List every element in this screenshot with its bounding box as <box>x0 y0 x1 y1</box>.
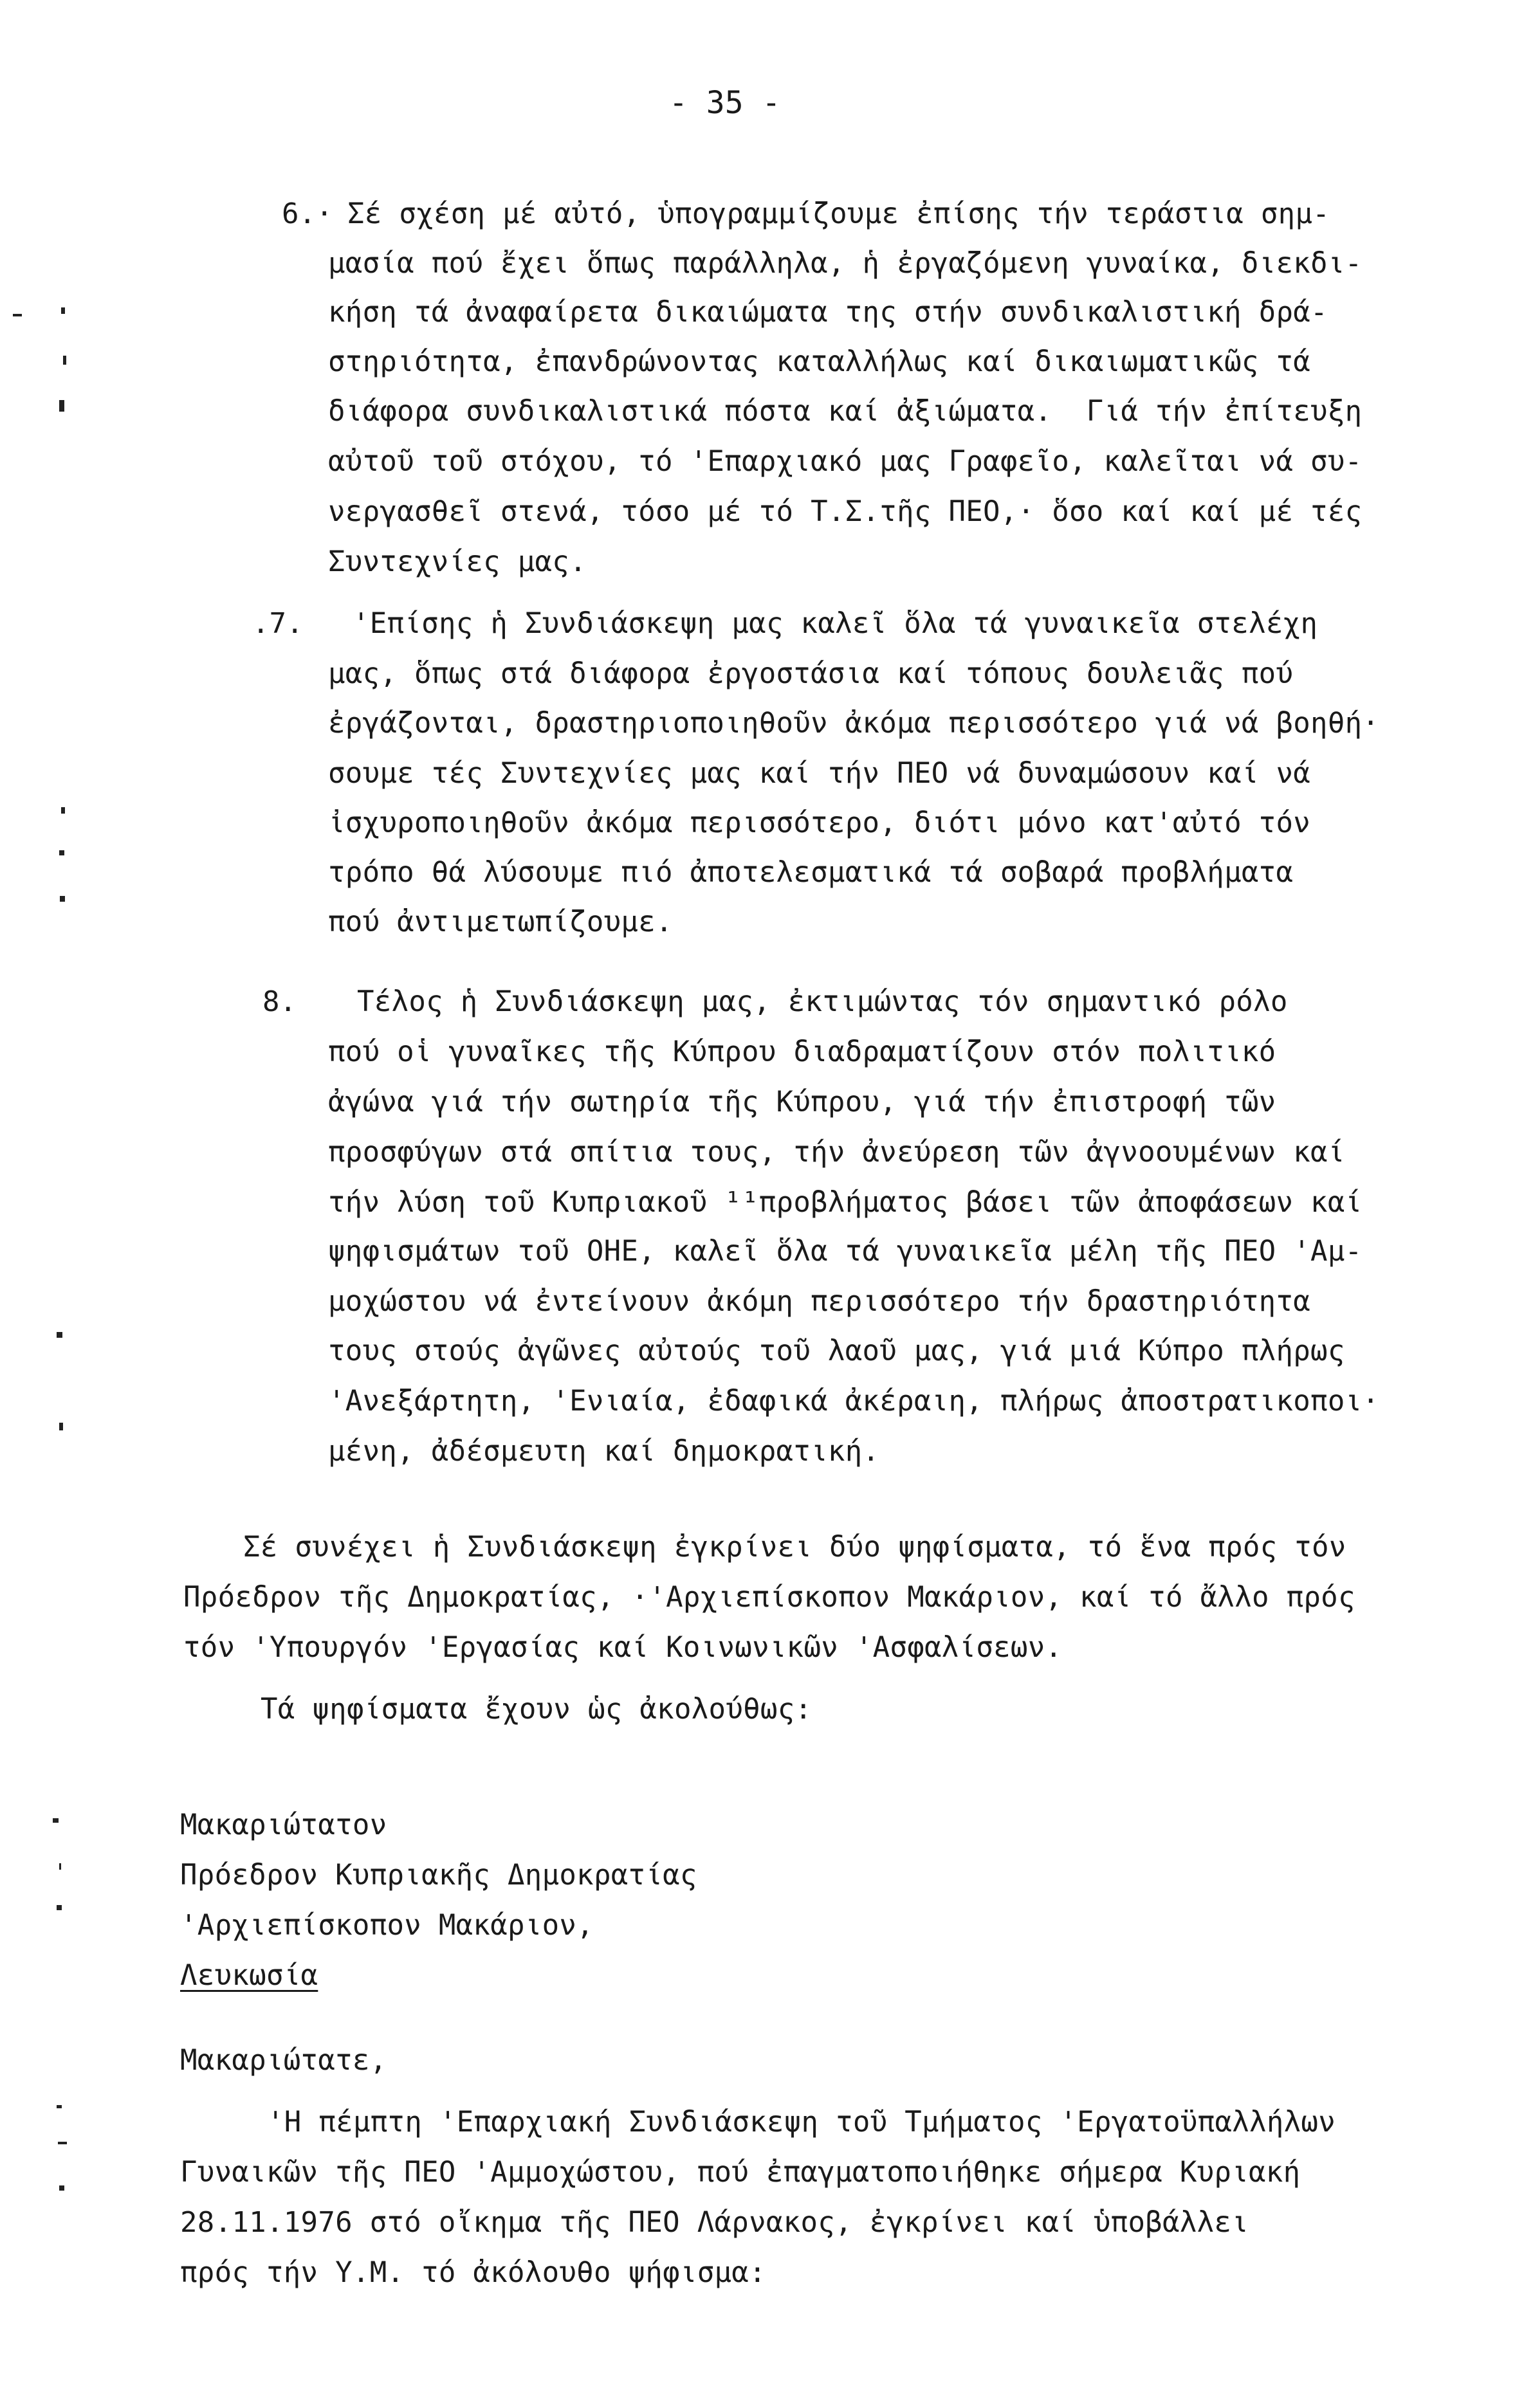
text-line: ἀγώνα γιά τήν σωτηρία τῆς Κύπρου, γιά τήν ἐπιστροφή τῶν <box>328 1086 1276 1118</box>
margin-mark <box>59 400 64 412</box>
margin-mark <box>60 896 65 902</box>
address-line: Μακαριώτατον <box>180 1809 387 1841</box>
margin-mark <box>59 1423 63 1430</box>
page-number: - 35 - <box>669 85 781 121</box>
text-line: μας, ὅπως στά διάφορα ἐργοστάσια καί τόπους δουλειᾶς πού <box>328 657 1294 690</box>
margin-mark <box>53 1818 59 1823</box>
text-line: προσφύγων στά σπίτια τους, τήν ἀνεύρεση τῶν ἀγνοουμένων καί <box>328 1136 1345 1169</box>
margin-mark <box>59 1863 61 1870</box>
text-line: Σέ συνέχει ἡ Συνδιάσκεψη ἐγκρίνει δύο ψηφίσματα, τό ἕνα πρός τόν <box>243 1531 1346 1564</box>
text-line: 28.11.1976 στό οἴκημα τῆς ΠΕΟ Λάρνακος, ἐγκρίνει καί ὑποβάλλει <box>180 2206 1249 2239</box>
margin-mark <box>57 2105 62 2108</box>
margin-mark <box>59 850 64 855</box>
text-line: στηριότητα, ἐπανδρώνοντας καταλλήλως καί δικαιωματικῶς τά <box>328 345 1311 378</box>
margin-mark <box>59 2185 64 2191</box>
margin-mark <box>58 2142 67 2144</box>
item-number: 6.· <box>282 197 333 230</box>
text-line: πού οἱ γυναῖκες τῆς Κύπρου διαδραματίζουν στόν πολιτικό <box>328 1035 1276 1068</box>
address-line: Πρόεδρον Κυπριακῆς Δημοκρατίας <box>180 1859 697 1892</box>
margin-mark <box>57 1332 62 1338</box>
margin-mark <box>61 807 65 814</box>
text-line: Τέλος ἡ Συνδιάσκεψη μας, ἐκτιμώντας τόν σημαντικό ρόλο <box>357 985 1288 1018</box>
text-line: σουμε τές Συντεχνίες μας καί τήν ΠΕΟ νά δυναμώσουν καί νά <box>328 757 1311 790</box>
text-line: τόν 'Υπουργόν 'Εργασίας καί Κοινωνικῶν 'Ασφαλίσεων. <box>183 1631 1063 1664</box>
text-line: ἐργάζονται, δραστηριοποιηθοῦν ἀκόμα περισσότερο γιά νά βοηθή· <box>328 707 1380 740</box>
text-line: μοχώστου νά ἐντείνουν ἀκόμη περισσότερο τήν δραστηριότητα <box>328 1285 1311 1318</box>
text-line: Συντεχνίες μας. <box>328 545 587 578</box>
text-line: κήση τά ἀναφαίρετα δικαιώματα της στήν συνδικαλιστική δρά- <box>328 296 1328 329</box>
margin-mark <box>61 307 65 314</box>
text-line: Σέ σχέση μέ αὐτό, ὑπογραμμίζουμε ἐπίσης τήν τεράστια σημ- <box>347 197 1330 230</box>
text-line: Γυναικῶν τῆς ΠΕΟ 'Αμμοχώστου, πού ἐπαγματοποιήθηκε σήμερα Κυριακή <box>180 2156 1301 2189</box>
text-line: 'Επίσης ἡ Συνδιάσκεψη μας καλεῖ ὅλα τά γυναικεῖα στελέχη <box>353 607 1318 640</box>
text-line: αὐτοῦ τοῦ στόχου, τό 'Επαρχιακό μας Γραφεῖο, καλεῖται νά συ- <box>328 445 1363 478</box>
text-line: 'Ανεξάρτητη, 'Ενιαία, ἐδαφικά ἀκέραιη, πλήρως ἀποστρατικοποι· <box>328 1385 1380 1418</box>
text-line: πού ἀντιμετωπίζουμε. <box>328 906 673 938</box>
text-line: πρός τήν Υ.Μ. τό ἀκόλουθο ψήφισμα: <box>180 2256 766 2289</box>
text-line: 'Η πέμπτη 'Επαρχιακή Συνδιάσκεψη τοῦ Τμήματος 'Εργατοϋπαλλήλων <box>267 2106 1336 2139</box>
text-line: ψηφισμάτων τοῦ ΟΗΕ, καλεῖ ὅλα τά γυναικεῖα μέλη τῆς ΠΕΟ 'Αμ- <box>328 1235 1363 1268</box>
margin-mark <box>13 314 22 316</box>
margin-mark <box>63 356 66 365</box>
text-line: ἰσχυροποιηθοῦν ἀκόμα περισσότερο, διότι μόνο κατ'αὐτό τόν <box>328 807 1311 839</box>
text-line: Πρόεδρον τῆς Δημοκρατίας, ·'Αρχιεπίσκοπον Μακάριον, καί τό ἄλλο πρός <box>183 1581 1355 1614</box>
text-line: μασία πού ἔχει ὅπως παράλληλα, ἡ ἐργαζόμενη γυναίκα, διεκδι- <box>328 247 1363 280</box>
intro-line: Τά ψηφίσματα ἔχουν ὡς ἀκολούθως: <box>261 1693 813 1726</box>
text-line: τήν λύση τοῦ Κυπριακοῦ ¹¹προβλήματος βάσει τῶν ἀποφάσεων καί <box>328 1186 1363 1219</box>
text-line: μένη, ἀδέσμευτη καί δημοκρατική. <box>328 1435 880 1468</box>
address-city: Λευκωσία <box>180 1959 318 1992</box>
text-line: τρόπο θά λύσουμε πιό ἀποτελεσματικά τά σοβαρά προβλήματα <box>328 856 1294 889</box>
item-number: .7. <box>252 607 304 640</box>
text-line: διάφορα συνδικαλιστικά πόστα καί ἀξιώματα. Γιά τήν ἐπίτευξη <box>328 395 1363 428</box>
margin-mark <box>57 1905 62 1910</box>
address-line: 'Αρχιεπίσκοπον Μακάριον, <box>180 1909 594 1942</box>
text-line: τους στούς ἀγῶνες αὐτούς τοῦ λαοῦ μας, γιά μιά Κύπρο πλήρως <box>328 1335 1345 1367</box>
item-number: 8. <box>262 985 297 1018</box>
salutation: Μακαριώτατε, <box>180 2044 387 2077</box>
text-line: νεργασθεῖ στενά, τόσο μέ τό Τ.Σ.τῆς ΠΕΟ,· ὅσο καί καί μέ τές <box>328 495 1363 528</box>
